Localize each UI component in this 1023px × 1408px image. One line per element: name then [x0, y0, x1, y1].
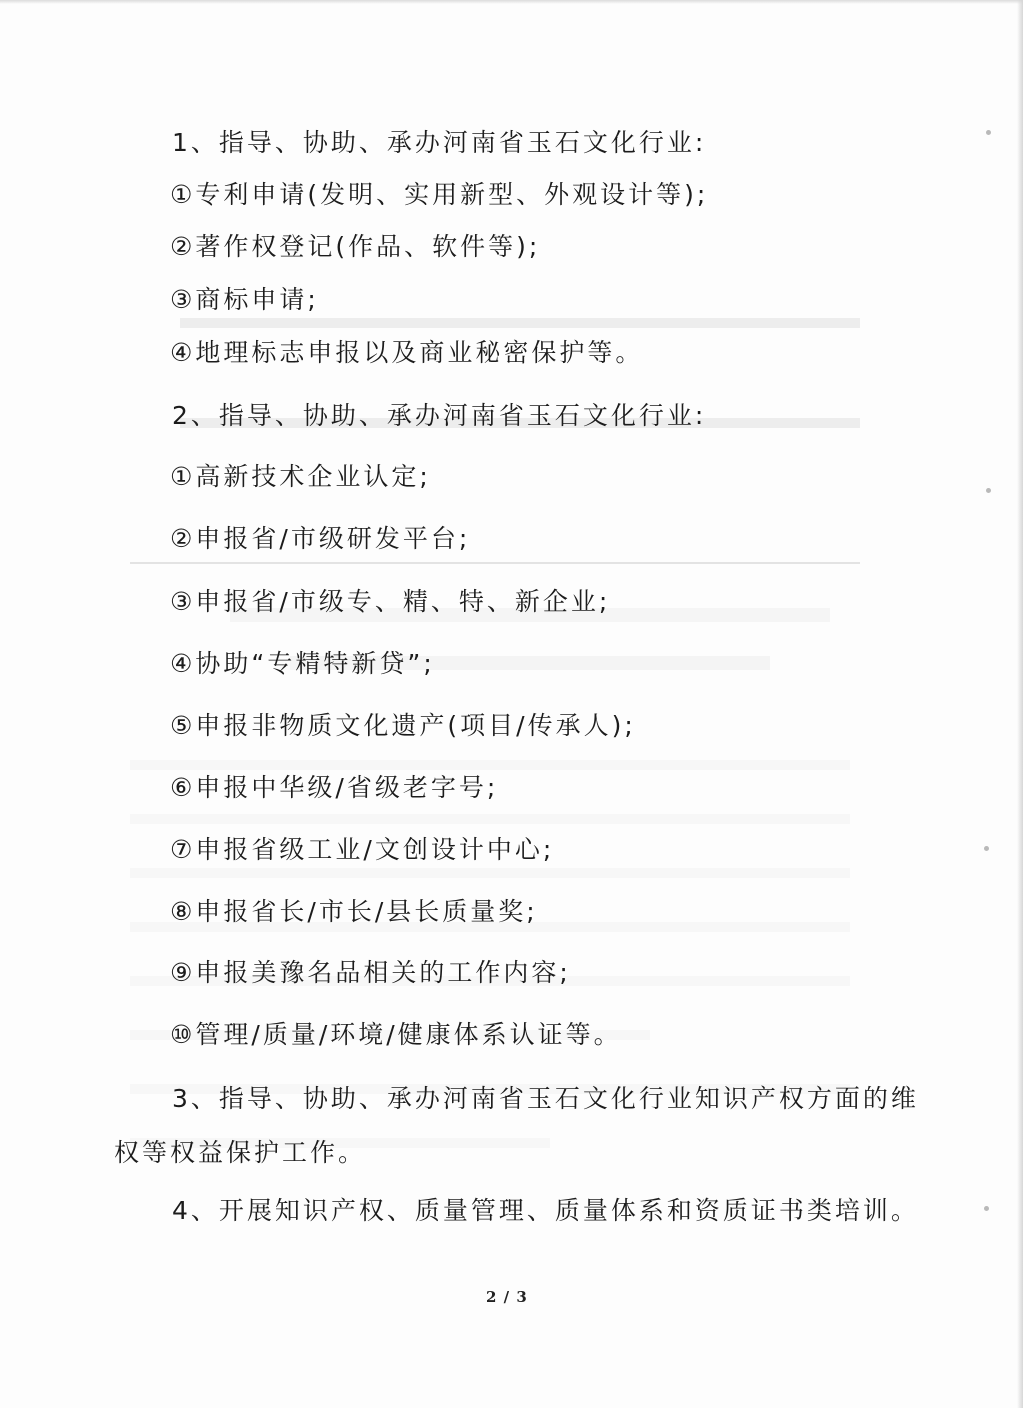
- list-item: 2、指导、协助、承办河南省玉石文化行业:: [172, 401, 707, 430]
- list-item: ②著作权登记(作品、软件等);: [170, 232, 541, 261]
- scan-edge-top: [0, 0, 1023, 4]
- list-item: 1、指导、协助、承办河南省玉石文化行业:: [172, 128, 707, 157]
- list-item: ⑦申报省级工业/文创设计中心;: [170, 835, 555, 864]
- list-item: ⑧申报省长/市长/县长质量奖;: [170, 897, 538, 926]
- scan-speck: [986, 130, 991, 135]
- list-item: 3、指导、协助、承办河南省玉石文化行业知识产权方面的维: [172, 1084, 919, 1113]
- list-item: ①专利申请(发明、实用新型、外观设计等);: [170, 180, 709, 209]
- list-item: ①高新技术企业认定;: [170, 462, 431, 491]
- list-item: ⑥申报中华级/省级老字号;: [170, 773, 499, 802]
- list-item: 权等权益保护工作。: [114, 1138, 367, 1167]
- list-item: ⑨申报美豫名品相关的工作内容;: [170, 958, 571, 987]
- page-number: 2 / 3: [486, 1288, 528, 1306]
- list-item: ②申报省/市级研发平台;: [170, 524, 471, 553]
- scan-edge-right: [1017, 0, 1023, 1408]
- list-item: ④协助“专精特新贷”;: [170, 649, 435, 678]
- list-item: ⑤申报非物质文化遗产(项目/传承人);: [170, 711, 636, 740]
- list-item: ④地理标志申报以及商业秘密保护等。: [170, 338, 644, 367]
- list-item: ③申报省/市级专、精、特、新企业;: [170, 587, 611, 616]
- scan-speck: [986, 488, 991, 493]
- list-item: 4、开展知识产权、质量管理、质量体系和资质证书类培训。: [172, 1196, 919, 1225]
- list-item: ⑩管理/质量/环境/健康体系认证等。: [170, 1020, 622, 1049]
- bleed-through-divider: [130, 562, 860, 564]
- scan-speck: [984, 846, 989, 851]
- list-item: ③商标申请;: [170, 285, 319, 314]
- scan-speck: [984, 1206, 989, 1211]
